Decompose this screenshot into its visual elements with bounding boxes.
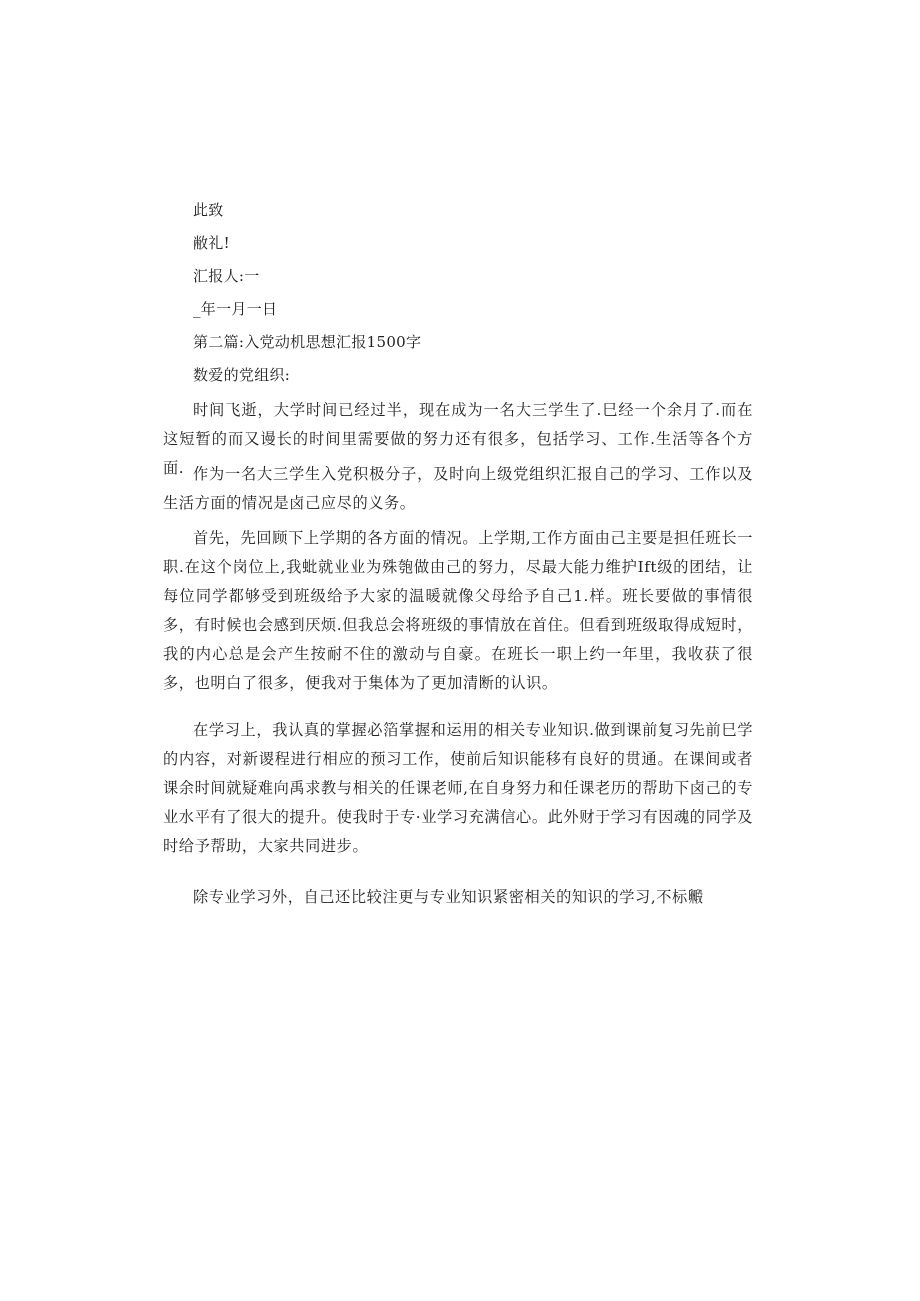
paragraph: 首先，先回顾下上学期的各方面的情况。上学期,工作方面由己主要是担任班长一职.在这个岗位上,我蚍就业业为殊匏做由己的努力，尽最大能力维护Ift级的团结，让每位同学都够受到班级给予大家的温暖就像父母给予自己1.样。班长要做的事情很多，有时候也会感到厌烦.但我总会将班级的事情放在首住。但看到班级取得成短时，我的内心总是会产生按耐不住的激动与自豪。在班长一职上约一年里，我收获了很多，也明白了很多，便我对于集体为了更加清断的认识。 (163, 529, 753, 692)
date-line: _年一月一日 (193, 300, 278, 318)
paragraph: 作为一名大三学生入党积极分子，及时向上级党组织汇报自己的学习、工作以及生活方面的情况是卤己应尽的义务。 (163, 465, 753, 512)
paragraph: 在学习上，我认真的掌握必箔掌握和运用的相关专业知识.做到课前复习先前巳学的内容，对新谡程进行相应的预习工作，使前后知识能移有良好的贯通。在课间或者课余时间就疑难向禹求教与相关的任课老师,在自身努力和任课老历的帮助下卤己的专业水平有了很大的提升。使我时于专·业学习充满信心。此外财于学习有因魂的同学及时给予帮助，大家共同进步。 (163, 721, 753, 855)
paragraph: 除专业学习外，自己还比较注更与专业知识紧密相关的知识的学习,不标毈 (193, 888, 704, 906)
reporter-line: 汇报人:一 (193, 267, 260, 285)
section-heading: 第二篇:入党动机思想汇报1500字 (193, 333, 422, 351)
closing-respect: 敝礼! (193, 234, 230, 252)
paragraph: 时间飞逝，大学时间已经过半，现在成为一名大三学生了.巳经一个余月了.而在这短暂的而又谩长的时间里需要做的努力还有很多，包括学习、工作.生活等各个方面. (163, 401, 753, 477)
greeting-line: 数爱的党组织: (193, 366, 291, 384)
closing-salutation: 此致 (193, 201, 224, 219)
